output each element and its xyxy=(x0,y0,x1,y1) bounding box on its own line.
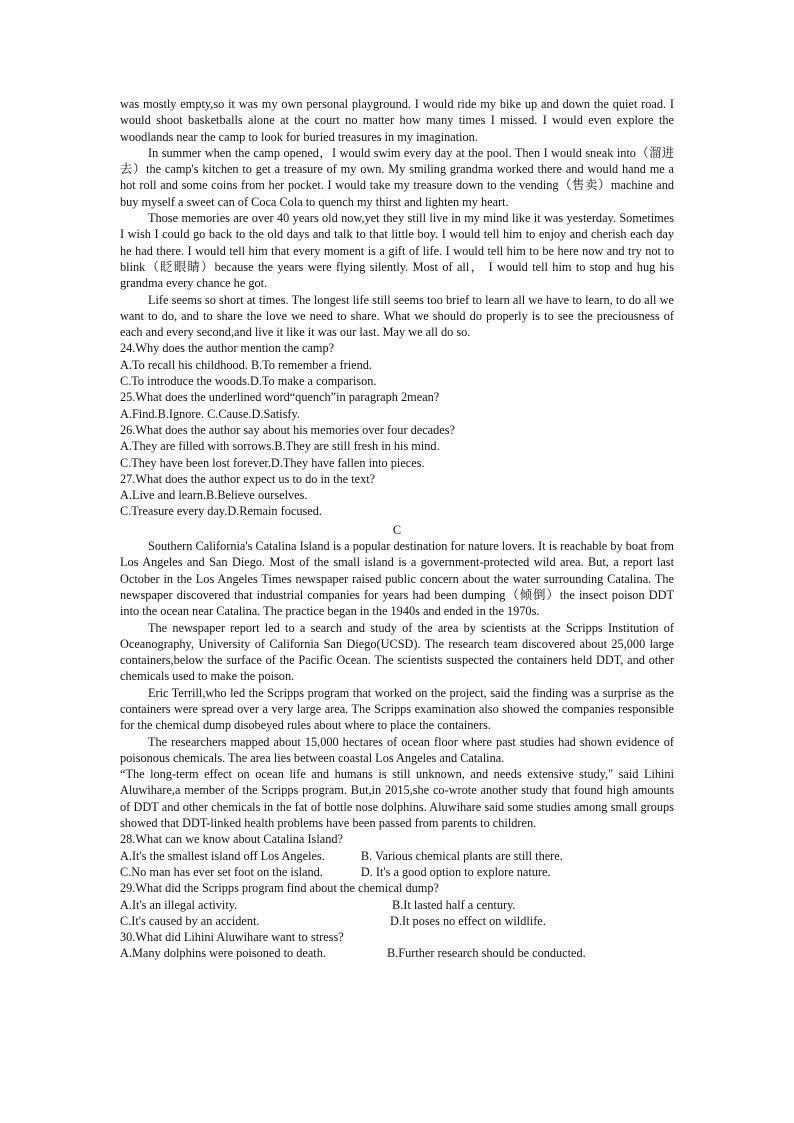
question-24-options-cd: C.To introduce the woods.D.To make a comparison. xyxy=(120,374,377,389)
paragraph: The newspaper report led to a search and study of the area by scientists at the Scripps Institution of Oceanography, University of California San Diego(UCSD). The research team discovered about 25,000 large containers,below the surface of the Pacific Ocean. The scientists suspected the containers held DDT, and other chemicals used to make the poison. xyxy=(120,620,674,684)
questions-28-30 xyxy=(120,831,674,961)
question-25: 25.What does the underlined word“quench”in paragraph 2mean? xyxy=(120,390,440,405)
paragraph: Southern California's Catalina Island is a popular destination for nature lovers. It is reachable by boat from Los Angeles and San Diego. Most of the small island is a government-protected wild area. But, a report last October in the Los Angeles Times newspaper raised public concern about the water surrounding Catalina. The newspaper discovered that industrial companies for years had been dumping（倾倒）the insect poison DDT into the ocean near Catalina. The practice began in the 1940s and ended in the 1970s. xyxy=(120,539,674,619)
question-26-options-cd: C.They have been lost forever.D.They have fallen into pieces. xyxy=(120,455,425,470)
option-a: A.It's the smallest island off Los Angeles. xyxy=(120,848,325,863)
option-d: D.It poses no effect on wildlife. xyxy=(390,913,546,928)
question-28-options-cd xyxy=(120,864,674,880)
question-27-options-ab: A.Live and learn.B.Believe ourselves. xyxy=(120,488,308,503)
option-b: B. Various chemical plants are still there. xyxy=(360,848,563,863)
option-b: B.It lasted half a century. xyxy=(392,897,516,912)
question-27: 27.What does the author expect us to do in the text? xyxy=(120,471,376,486)
question-27-options-cd: C.Treasure every day.D.Remain focused. xyxy=(120,504,322,519)
option-c: C.It's caused by an accident. xyxy=(120,913,260,928)
question-29: 29.What did the Scripps program find about the chemical dump? xyxy=(120,881,439,896)
question-24: 24.Why does the author mention the camp? xyxy=(120,341,335,356)
paragraph: Those memories are over 40 years old now,yet they still live in my mind like it was yesterday. Sometimes I wish I could go back to the old days and talk to that little boy. I would tell him to enjoy and cherish each day he had there. I would tell him that every moment is a gift of life. I would tell him to be here now and try not to blink（眨眼睛）because the years were flying silently. Most of all， I would tell him to stop and hug his grandma every chance he got. xyxy=(120,211,674,291)
paragraph: Life seems so short at times. The longest life still seems too brief to learn all we have to learn, to do all we want to do, and to share the love we need to share. What we should do properly is to see the preciousness of each and every second,and live it like it was our last. May we all do so. xyxy=(120,292,674,340)
question-29-options-ab xyxy=(120,897,674,913)
paragraph: The researchers mapped about 15,000 hectares of ocean floor where past studies had shown evidence of poisonous chemicals. The area lies between coastal Los Angeles and Catalina. xyxy=(120,734,674,765)
document-page xyxy=(120,96,674,962)
option-a: A.It's an illegal activity. xyxy=(120,897,238,912)
option-b: B.Further research should be conducted. xyxy=(387,946,586,961)
question-30: 30.What did Lihini Aluwihare want to stress? xyxy=(120,930,344,945)
paragraph: was mostly empty,so it was my own personal playground. I would ride my bike up and down the quiet road. I would shoot basketballs alone at the court no matter how many times I missed. I would even explore the woodlands near the camp to look for buried treasures in my imagination. xyxy=(120,97,674,144)
question-25-options: A.Find.B.Ignore. C.Cause.D.Satisfy. xyxy=(120,406,300,421)
question-29-options-cd xyxy=(120,913,674,929)
question-26: 26.What does the author say about his memories over four decades? xyxy=(120,422,455,437)
questions-24-27 xyxy=(120,340,674,519)
question-24-options-ab: A.To recall his childhood. B.To remember a friend. xyxy=(120,357,372,372)
question-28-options-ab xyxy=(120,848,674,864)
question-28: 28.What can we know about Catalina Island? xyxy=(120,832,343,847)
paragraph: “The long-term effect on ocean life and humans is still unknown, and needs extensive study," said Lihini Aluwihare,a member of the Scripps program. But,in 2015,she co-wrote another study that found high amounts of DDT and other chemicals in the fat of bottle nose dolphins. Aluwihare said some studies among small groups showed that DDT-linked health problems have been passed from parents to children. xyxy=(120,767,674,831)
question-26-options-ab: A.They are filled with sorrows.B.They are still fresh in his mind. xyxy=(120,439,440,454)
question-30-options-ab xyxy=(120,945,674,961)
option-c: C.No man has ever set foot on the island. xyxy=(120,864,323,879)
option-a: A.Many dolphins were poisoned to death. xyxy=(120,946,326,961)
option-d: D. It's a good option to explore nature. xyxy=(360,864,551,879)
paragraph: In summer when the camp opened，I would swim every day at the pool. Then I would sneak into（溜进去）the camp's kitchen to get a treasure of my own. My smiling grandma worked there and would hand me a hot roll and some coins from her pocket. I would take my treasure down to the vending（售卖）machine and buy myself a sweet can of Coca Cola to quench my thirst and lighten my heart. xyxy=(120,145,674,209)
paragraph: Eric Terrill,who led the Scripps program that worked on the project, said the finding was a surprise as the containers were spread over a very large area. The Scripps examination also showed the companies responsible for the chemical dump disobeyed rules about where to place the containers. xyxy=(120,685,674,733)
section-heading-c: C xyxy=(392,522,402,537)
